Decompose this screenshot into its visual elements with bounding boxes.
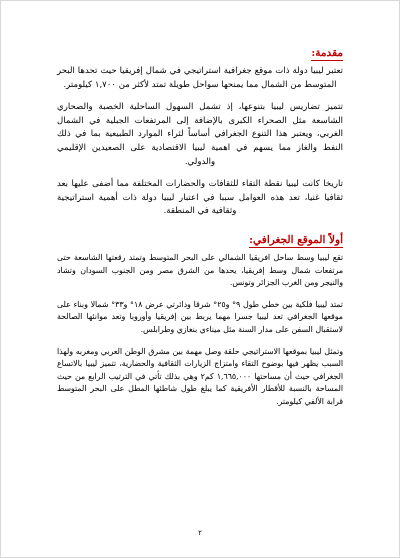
intro-paragraph-1: تعتبر ليبيا دولة ذات موقع جغرافية استراتيجي في شمال إفريقيا حيث تحدها البحر المتوسط من الشمال مما يمنحها سواحل طويلة تمتد لأكثر من ١,٧٠٠ كيلومتر. — [57, 66, 343, 90]
location-heading: أولاً الموقع الجغرافي: — [249, 233, 343, 246]
location-heading-wrap — [57, 228, 343, 252]
location-paragraph-1: تقع ليبيا وسط ساحل افريقيا الشمالي على البحر المتوسط وتمتد رقعتها الشاسعة حتى مرتفعات شمال وسط إفريقيا، يحدها من الشرق مصر ومن الجنوب السودان وتشاد والنيجر ومن الغرب الجزائر وتونس. — [57, 252, 343, 288]
page-number: ٢ — [198, 529, 202, 537]
intro-heading-wrap — [57, 41, 343, 65]
location-paragraph-3: وتمثل ليبيا بموقعها الاستراتيجي حلقة وصل مهمة بين مشرق الوطن العربي ومغربه ولهذا السبب يظهر فيها بوضوح التقاء وامتزاج الزيارات الثقافية والحضارية، تتميز ليبيا بالاتساع الجغرافي حيث أن مساحتها ١,٦٦٥,٠٠٠ كم٢ وهي بذلك تأتي في الترتيب الرابع من حيث المساحة بالنسبة للأقطار الأفريقية كما يبلغ طول شاطئها المطل على البحر المتوسط قرابة الألفي كيلومتر. — [57, 346, 343, 406]
intro-paragraph-3: تاريخا كانت ليبيا نقطة التقاء للثقافات والحضارات المختلفة مما أضفى عليها بعد ثقافيا غنيا، تعد هذه العوامل سببا في اعتبار ليبيا دولة ذات أهمية استراتيجية وثقافية في المنطقة. — [57, 179, 343, 217]
intro-paragraph-2: تتميز تضاريس ليبيا بتنوعها، إذ تشمل السهول الساحلية الخصبة والصحاري الشاسعة مثل الصحراء الكبرى بالإضافة إلى المرتفعات الجبلية في الشمال الغربي، ويعتبر هذا التنوع الجغرافي أساساً لثراء الموارد الطبيعية بما في ذلك النفط والغاز مما يسهم في اهمية ليبيا الاقتصادية على الصعيدين الإقليمي والدولي. — [57, 102, 343, 167]
location-paragraph-2: تمتد ليبيا فلكية بين خطي طول ٩° و٢٥° شرقا ودائرتي عرض ١٨° و٣٣° شمالا وبناء على موقعها الجغرافي تعد ليبيا جسرا مهما يربط بين إفريقيا وأوروبا وتعد موانئها الصالحة لاستقبال السفن على مدار السنة مثل ميناءي بنغازي وطرابلس. — [57, 299, 343, 334]
page-content — [57, 41, 343, 417]
intro-heading: مقدمة: — [311, 47, 343, 59]
